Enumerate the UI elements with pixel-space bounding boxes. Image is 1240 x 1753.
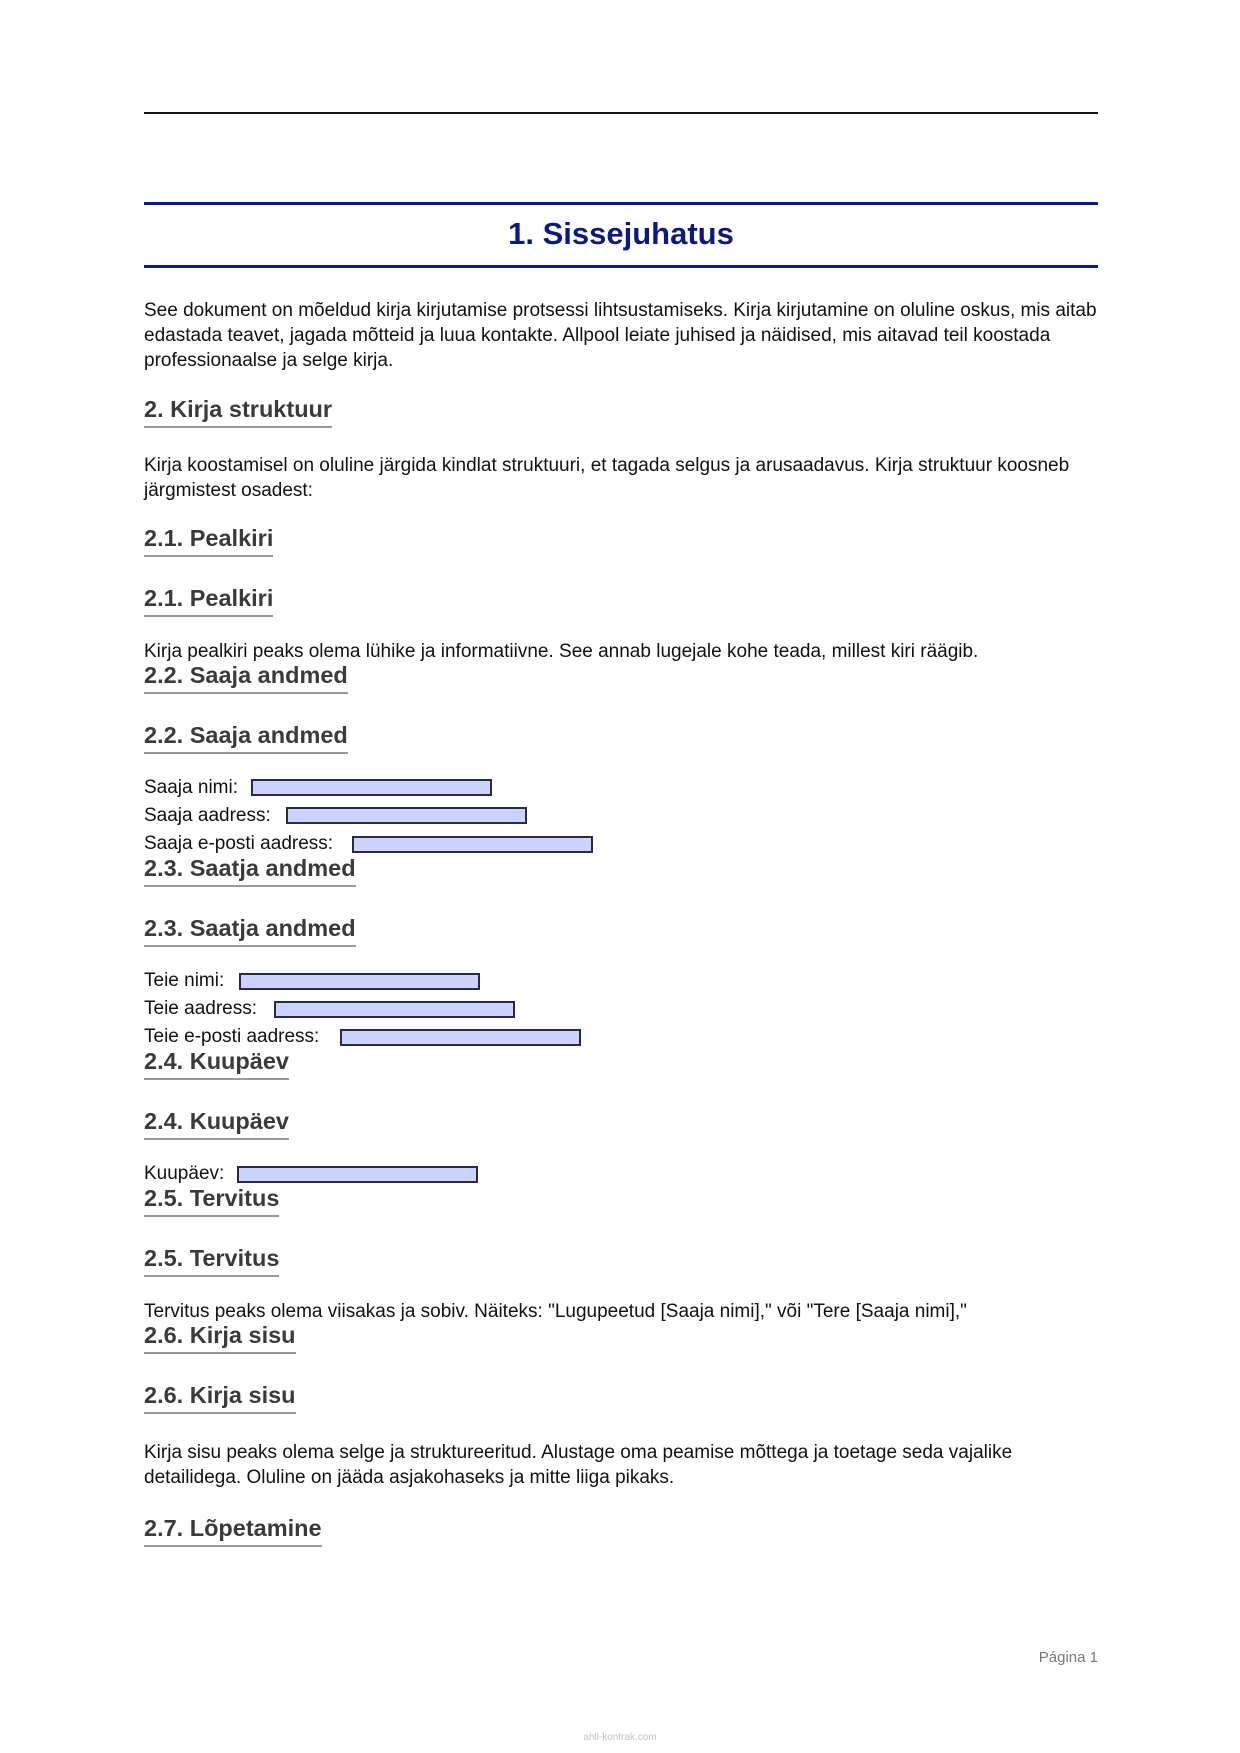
- field-label-saaja-nimi: Saaja nimi:: [144, 777, 238, 798]
- heading-kirja-struktuur: 2. Kirja struktuur: [144, 394, 332, 428]
- teie-nimi-input[interactable]: [239, 973, 480, 990]
- field-label-saaja-aadress: Saaja aadress:: [144, 805, 271, 826]
- field-label-teie-nimi: Teie nimi:: [144, 970, 225, 991]
- field-label-teie-aadress: Teie aadress:: [144, 998, 258, 1019]
- field-label-kuupaev: Kuupäev:: [144, 1163, 225, 1184]
- saaja-aadress-input[interactable]: [286, 807, 527, 824]
- saaja-nimi-input[interactable]: [251, 779, 492, 796]
- field-label-saaja-email: Saaja e-posti aadress:: [144, 833, 334, 854]
- watermark: ahli-kontrak.com: [583, 1732, 657, 1743]
- header-rule: [144, 112, 1098, 114]
- sisu-paragraph: Kirja sisu peaks olema selge ja struktureeritud. Alustage oma peamise mõttega ja toetage seda vajalike detailidega. Oluline on jääda asjakohaseks ja mitte liiga pikaks.: [144, 1442, 1013, 1488]
- pealkiri-paragraph: Kirja pealkiri peaks olema lühike ja informatiivne. See annab lugejale kohe teada, millest kiri räägib.: [144, 641, 979, 662]
- teie-aadress-input[interactable]: [274, 1001, 515, 1018]
- page-title: 1. Sissejuhatus: [508, 216, 734, 251]
- heading-kuupaev-repeat: 2.4. Kuupäev: [144, 1106, 289, 1140]
- saaja-email-input[interactable]: [352, 836, 593, 853]
- heading-tervitus-repeat: 2.5. Tervitus: [144, 1243, 279, 1277]
- page-number: Página 1: [1038, 1649, 1098, 1666]
- tervitus-paragraph: Tervitus peaks olema viisakas ja sobiv. Näiteks: "Lugupeetud [Saaja nimi]," või "Tere [Saaja nimi],": [144, 1301, 967, 1322]
- intro-paragraph: See dokument on mõeldud kirja kirjutamise protsessi lihtsustamiseks. Kirja kirjutamine on oluline oskus, mis aitab edastada teavet, jagada mõtteid ja luua kontakte. Allpool leiate juhised ja näidised, mis aitavad teil koostada professionaalse ja selge kirja.: [144, 300, 1097, 371]
- heading-pealkiri: 2.1. Pealkiri: [144, 523, 273, 557]
- teie-email-input[interactable]: [340, 1029, 581, 1046]
- heading-kirja-sisu-repeat: 2.6. Kirja sisu: [144, 1380, 296, 1414]
- kuupaev-input[interactable]: [237, 1166, 478, 1183]
- heading-saaja-andmed-repeat: 2.2. Saaja andmed: [144, 720, 348, 754]
- heading-saatja-andmed: 2.3. Saatja andmed: [144, 853, 356, 887]
- heading-pealkiri-repeat: 2.1. Pealkiri: [144, 583, 273, 617]
- title-block: [144, 202, 1098, 268]
- heading-kirja-sisu: 2.6. Kirja sisu: [144, 1320, 296, 1354]
- field-label-teie-email: Teie e-posti aadress:: [144, 1026, 320, 1047]
- heading-kuupaev: 2.4. Kuupäev: [144, 1046, 289, 1080]
- heading-tervitus: 2.5. Tervitus: [144, 1183, 279, 1217]
- heading-saatja-andmed-repeat: 2.3. Saatja andmed: [144, 913, 356, 947]
- heading-lopetamine: 2.7. Lõpetamine: [144, 1513, 322, 1547]
- heading-saaja-andmed: 2.2. Saaja andmed: [144, 660, 348, 694]
- structure-paragraph: Kirja koostamisel on oluline järgida kindlat struktuuri, et tagada selgus ja arusaadavus. Kirja struktuur koosneb järgmistest osadest:: [144, 455, 1070, 501]
